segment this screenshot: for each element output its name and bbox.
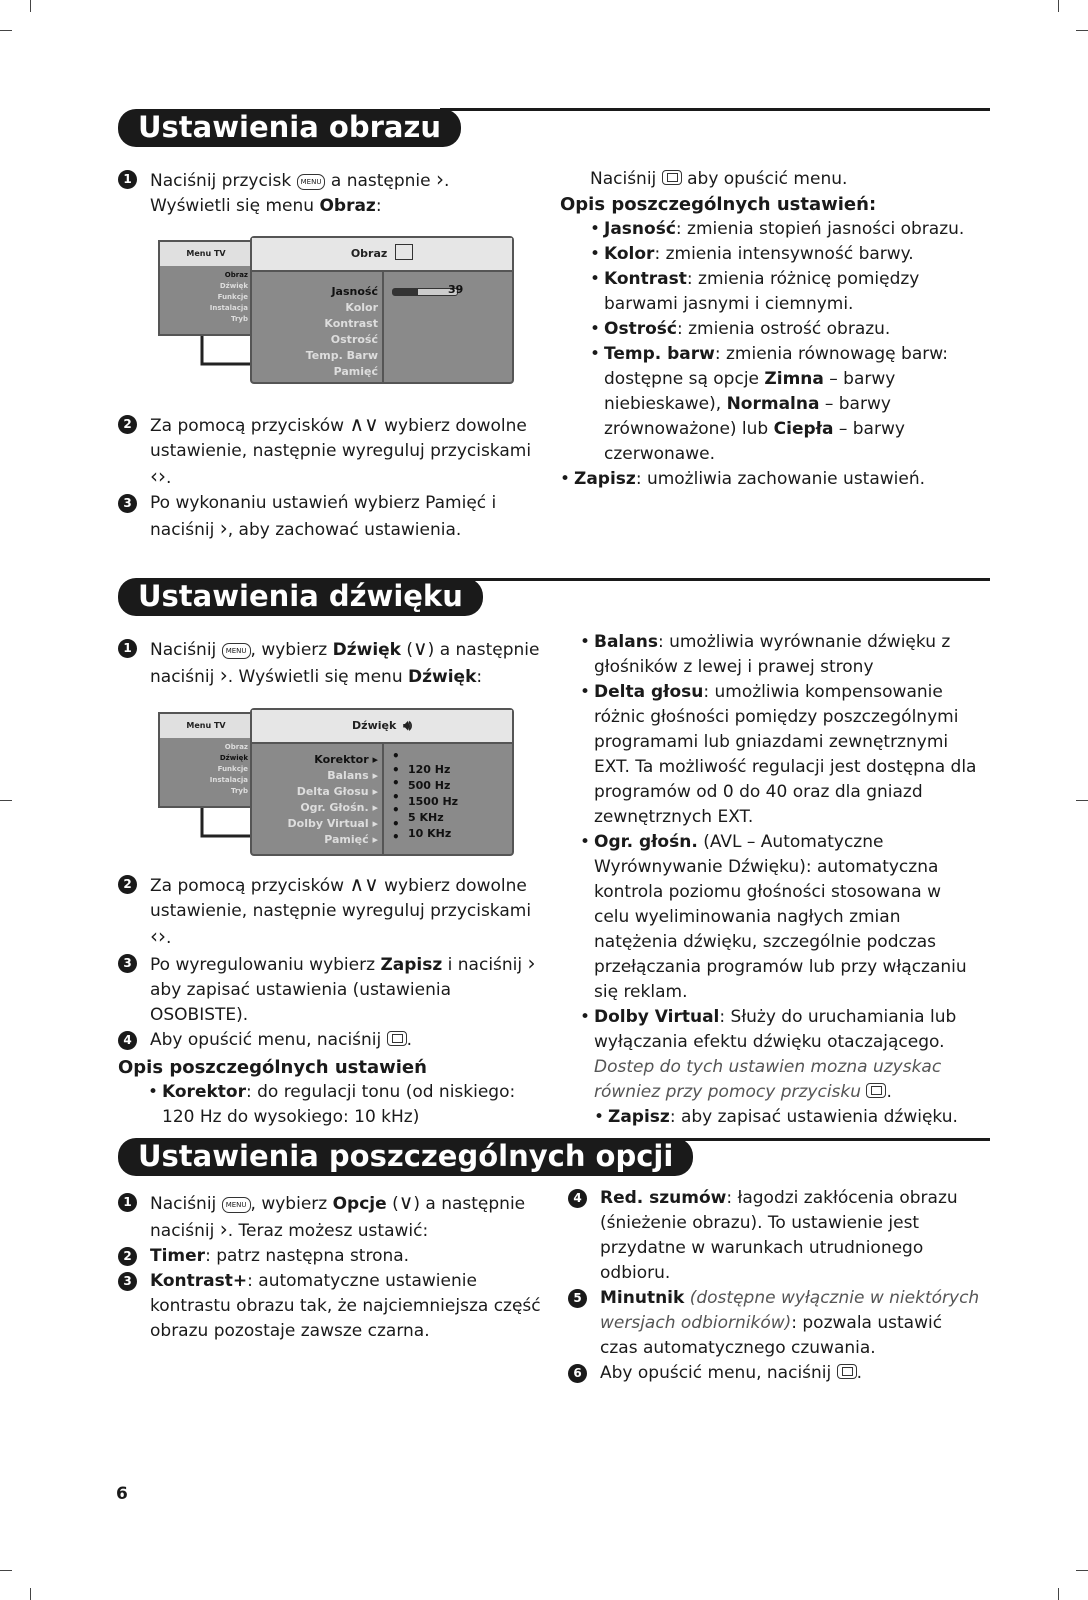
text: Balans bbox=[594, 632, 658, 652]
crop-mark bbox=[1058, 0, 1059, 12]
sound-items bbox=[252, 752, 378, 848]
text: : zmienia ostrość obrazu. bbox=[676, 319, 891, 339]
exit-key-icon bbox=[837, 1364, 857, 1379]
text: ) a następnie naciśnij bbox=[150, 640, 540, 687]
menu-item: Tryb bbox=[230, 315, 248, 323]
step-2: 2 Za pomocą przycisków ∧∨ wybierz dowolne ustawienie, następnie wyreguluj przyciskami ‹›. bbox=[118, 872, 548, 951]
menu-item: Kolor bbox=[345, 301, 378, 314]
step-number-4: 4 bbox=[118, 1031, 137, 1050]
text: Ciepła bbox=[773, 419, 834, 439]
left-right-arrows-icon: ‹› bbox=[150, 924, 166, 948]
menu-tv-items bbox=[160, 266, 252, 325]
list-item bbox=[590, 217, 980, 242]
text: ) a następnie naciśnij bbox=[150, 1194, 526, 1241]
menu-item: Jasność bbox=[331, 285, 378, 298]
list-item bbox=[590, 242, 980, 267]
text: , wybierz bbox=[250, 640, 328, 660]
step-number-2: 2 bbox=[118, 1247, 137, 1266]
text: Ogr. Głośn. bbox=[300, 801, 369, 814]
menu-item: Funkcje bbox=[217, 293, 248, 301]
step-1 bbox=[118, 1190, 558, 1244]
description-list bbox=[560, 217, 980, 467]
section-title: Ustawienia obrazu bbox=[118, 109, 461, 147]
text: Dolby Virtual bbox=[287, 817, 369, 830]
frequency-label: 10 KHz bbox=[408, 827, 452, 840]
section2-right bbox=[580, 630, 980, 1130]
section-title: Ustawienia poszczególnych opcji bbox=[118, 1138, 693, 1176]
menu-key-icon: MENU bbox=[222, 643, 251, 659]
text: : bbox=[476, 667, 483, 687]
step-number-3: 3 bbox=[118, 954, 137, 973]
list-item bbox=[580, 630, 980, 680]
step-number-1: 1 bbox=[118, 639, 137, 658]
list-item bbox=[580, 680, 980, 830]
text: : pozwala ustawić czas automatycznego czuwania. bbox=[600, 1313, 943, 1358]
step-4 bbox=[568, 1186, 980, 1286]
picture-panel-header bbox=[252, 238, 512, 272]
crop-mark bbox=[0, 30, 12, 31]
menu-item: Ostrość bbox=[330, 333, 378, 346]
crop-mark bbox=[0, 800, 12, 801]
sound-panel bbox=[250, 708, 514, 856]
menu-item: Instalacja bbox=[209, 304, 248, 312]
crop-mark bbox=[1076, 1570, 1088, 1571]
section2-left bbox=[118, 636, 548, 690]
menu-item: Instalacja bbox=[209, 776, 248, 784]
exit-line bbox=[560, 167, 980, 192]
picture-items bbox=[252, 284, 378, 380]
text: Timer bbox=[150, 1246, 206, 1266]
list-item bbox=[560, 467, 980, 492]
menu-item: Korektor ▸ bbox=[314, 753, 378, 766]
section3-left bbox=[118, 1190, 558, 1344]
text: Naciśnij bbox=[150, 1194, 217, 1214]
text: Po wyregulowaniu wybierz bbox=[150, 955, 376, 975]
step-3 bbox=[118, 951, 548, 1028]
page-number: 6 bbox=[116, 1484, 128, 1504]
step-6: 6 Aby opuścić menu, naciśnij . bbox=[568, 1361, 980, 1386]
equalizer-frequencies bbox=[408, 762, 458, 842]
text: Delta głosu bbox=[594, 682, 704, 702]
text: aby opuścić menu. bbox=[687, 169, 848, 189]
text: Minutnik bbox=[600, 1288, 685, 1308]
description-title: Opis poszczególnych ustawień bbox=[118, 1057, 427, 1078]
arrow-down-icon: ∨ bbox=[398, 1190, 414, 1214]
arrow-right-icon: › bbox=[527, 951, 536, 975]
arrow-down-icon: ∨ bbox=[413, 636, 428, 660]
text: i naciśnij bbox=[447, 955, 523, 975]
menu-tv-panel bbox=[158, 712, 254, 808]
step-number-3: 3 bbox=[118, 494, 137, 513]
menu-key-icon: MENU bbox=[297, 174, 326, 190]
text: Red. szumów bbox=[600, 1188, 727, 1208]
step-5 bbox=[568, 1286, 980, 1361]
panel-divider bbox=[382, 272, 384, 382]
menu-item: Temp. Barw bbox=[305, 349, 378, 362]
speaker-icon: 🔊︎ bbox=[403, 718, 412, 734]
section-rule bbox=[440, 108, 990, 111]
up-down-arrows-icon: ∧∨ bbox=[349, 872, 379, 896]
picture-icon bbox=[395, 244, 413, 260]
menu-item: Dźwięk bbox=[219, 754, 248, 762]
up-down-arrows-icon: ∧∨ bbox=[349, 412, 379, 436]
text: – barwy niebieskawe), bbox=[604, 369, 896, 414]
menu-item: Dźwięk bbox=[219, 282, 248, 290]
step-number-3: 3 bbox=[118, 1272, 137, 1291]
step-2 bbox=[118, 1244, 558, 1269]
text: . Wyświetli się menu bbox=[227, 667, 403, 687]
step-number-5: 5 bbox=[568, 1289, 587, 1308]
text: : automatyczne ustawienie kontrastu obrazu tak, że najciemniejsza część obrazu pozostaje zawsze czarna. bbox=[150, 1271, 541, 1341]
crop-mark bbox=[1058, 1588, 1059, 1600]
panel-divider bbox=[382, 744, 384, 854]
text: Jasność bbox=[604, 219, 676, 239]
section1-right bbox=[560, 167, 980, 492]
menu-item: Tryb bbox=[230, 787, 248, 795]
crop-mark bbox=[0, 1570, 12, 1571]
text: Balans bbox=[327, 769, 369, 782]
text: ( bbox=[406, 640, 414, 660]
text: : do regulacji tonu (od niskiego: 120 Hz do wysokiego: 10 kHz) bbox=[162, 1082, 516, 1127]
menu-item: Pamięć bbox=[333, 365, 378, 378]
step-number-6: 6 bbox=[568, 1364, 587, 1383]
text: Naciśnij bbox=[590, 169, 657, 189]
text: Naciśnij przycisk bbox=[150, 171, 292, 191]
menu-item: Funkcje bbox=[217, 765, 248, 773]
menu-item: Balans ▸ bbox=[327, 769, 378, 782]
slider-value: 39 bbox=[448, 283, 464, 296]
text: (AVL – Automatyczne Wyrównywanie Dźwięku): automatyczna kontrola poziomu głośności stosowana w celu wyeliminowania nagłych zmian natężenia dźwięku, szczególnie podczas przełączania programów lub przy włączaniu się reklam. bbox=[594, 832, 967, 1002]
menu-item: Obraz bbox=[224, 271, 248, 279]
step-4: 4 Aby opuścić menu, naciśnij . bbox=[118, 1028, 548, 1053]
text: Aby opuścić menu, naciśnij bbox=[600, 1363, 832, 1383]
text: Ogr. głośn. bbox=[594, 832, 698, 852]
text: . Teraz możesz ustawić: bbox=[227, 1221, 429, 1241]
list-item bbox=[148, 1080, 548, 1130]
panel-title: Dźwięk bbox=[352, 719, 397, 732]
text: , aby zachować ustawienia. bbox=[227, 520, 462, 540]
exit-key-icon bbox=[662, 170, 682, 185]
text: Kontrast+ bbox=[150, 1271, 248, 1291]
text: : zmienia różnicę pomiędzy barwami jasnymi i ciemnymi. bbox=[604, 269, 920, 314]
arrow-right-icon: › bbox=[219, 516, 228, 540]
frequency-label: 5 KHz bbox=[408, 811, 444, 824]
menu-tv-title: Menu TV bbox=[160, 714, 252, 738]
list-item bbox=[590, 267, 980, 317]
text: (dostępne wyłącznie w niektórych wersjach odbiorników) bbox=[600, 1288, 980, 1333]
section-rule bbox=[650, 1138, 990, 1141]
arrow-right-icon: › bbox=[219, 663, 228, 687]
step-2: 2 Za pomocą przycisków ∧∨ wybierz dowolne ustawienie, następnie wyreguluj przyciskami ‹›. bbox=[118, 412, 548, 491]
panel-title: Obraz bbox=[350, 247, 388, 260]
sound-panel-header bbox=[252, 710, 512, 744]
step-number-1: 1 bbox=[118, 1193, 137, 1212]
text: ( bbox=[392, 1194, 399, 1214]
text: , wybierz bbox=[250, 1194, 328, 1214]
menu-item: Pamięć ▸ bbox=[324, 833, 378, 846]
text: – barwy zrównoważone) lub bbox=[604, 394, 891, 439]
step-number-2: 2 bbox=[118, 415, 137, 434]
text: Ostrość bbox=[604, 319, 677, 339]
text: : aby zapisać ustawienia dźwięku. bbox=[669, 1107, 958, 1127]
step-3 bbox=[118, 491, 548, 543]
text: aby zapisać ustawienia (ustawienia OSOBISTE). bbox=[150, 980, 452, 1025]
step-number-4: 4 bbox=[568, 1189, 587, 1208]
text: Zapisz bbox=[380, 955, 443, 975]
section-title: Ustawienia dźwięku bbox=[118, 578, 483, 616]
frequency-label: 1500 Hz bbox=[408, 795, 459, 808]
exit-key-icon bbox=[387, 1031, 407, 1046]
surround-key-icon bbox=[866, 1083, 886, 1098]
text: Delta Głosu bbox=[296, 785, 369, 798]
picture-panel bbox=[250, 236, 514, 384]
text: Za pomocą przycisków bbox=[150, 876, 345, 896]
text: – barwy czerwonawe. bbox=[604, 419, 905, 464]
text: Pamięć bbox=[324, 833, 369, 846]
list-item bbox=[580, 830, 980, 1005]
text: Aby opuścić menu, naciśnij bbox=[150, 1030, 382, 1050]
text: : Służy do uruchamiania lub wyłączania efektu dźwięku otaczającego. bbox=[594, 1007, 957, 1052]
menu-tv-title: Menu TV bbox=[160, 242, 252, 266]
text: : patrz następna strona. bbox=[205, 1246, 410, 1266]
crop-mark bbox=[30, 0, 31, 12]
text: : umożliwia zachowanie ustawień. bbox=[635, 469, 926, 489]
text: Zapisz bbox=[608, 1107, 670, 1127]
menu-item: Kontrast bbox=[324, 317, 378, 330]
description-list bbox=[118, 1080, 548, 1130]
text: Dźwięk bbox=[408, 667, 477, 687]
text: Dolby Virtual bbox=[594, 1007, 720, 1027]
text: Naciśnij bbox=[150, 640, 217, 660]
step-1 bbox=[118, 636, 548, 690]
menu-tv-panel bbox=[158, 240, 254, 336]
text: wybierz dowolne ustawienie, następnie wyreguluj przyciskami bbox=[150, 876, 532, 921]
frequency-label: 500 Hz bbox=[408, 779, 451, 792]
crop-mark bbox=[1076, 800, 1088, 801]
text: : zmienia równowagę barw: dostępne są opcje bbox=[604, 344, 948, 389]
text: Zimna bbox=[764, 369, 824, 389]
text: : umożliwia kompensowanie różnic głośności pomiędzy poszczególnymi programami lub gniazdami zewnętrznymi EXT. Ta możliwość regulacji jest dostępna dla programów od 0 do 40 oraz dla gniazd zewnętrznych EXT. bbox=[594, 682, 977, 827]
text: wybierz dowolne ustawienie, następnie wyreguluj przyciskami bbox=[150, 416, 532, 461]
text: Kolor bbox=[604, 244, 655, 264]
section1-left-steps bbox=[118, 412, 548, 543]
list-item bbox=[590, 317, 980, 342]
text: Dostep do tych ustawien mozna uzyskac równiez przy pomocy przycisku bbox=[594, 1057, 942, 1102]
left-right-arrows-icon: ‹› bbox=[150, 464, 166, 488]
text: Wyświetli się menu bbox=[150, 196, 315, 216]
text: Zapisz bbox=[574, 469, 636, 489]
section1-left bbox=[118, 167, 548, 219]
list-item bbox=[590, 342, 980, 467]
step-3 bbox=[118, 1269, 558, 1344]
list-item bbox=[594, 1105, 980, 1130]
text: : umożliwia wyrównanie dźwięku z głośników z lewej i prawej strony bbox=[594, 632, 951, 677]
list-item: • Dolby Virtual: Służy do uruchamiania lub wyłączania efektu dźwięku otaczającego. Dostep do tych ustawien mozna uzyskac równiez przy pomocy przycisku . bbox=[580, 1005, 980, 1105]
menu-item: Ogr. Głośn. ▸ bbox=[300, 801, 378, 814]
section3-right bbox=[568, 1186, 980, 1386]
text: Dźwięk bbox=[332, 640, 401, 660]
menu-item: Dolby Virtual ▸ bbox=[287, 817, 378, 830]
text: Korektor bbox=[162, 1082, 246, 1102]
slider-fill bbox=[393, 289, 418, 295]
text: Opcje bbox=[332, 1194, 387, 1214]
crop-mark bbox=[1076, 30, 1088, 31]
text: Za pomocą przycisków bbox=[150, 416, 345, 436]
menu-item: Obraz bbox=[224, 743, 248, 751]
equalizer-dots: • • • • • • • bbox=[392, 749, 400, 844]
text: Po wykonaniu ustawień wybierz Pamięć i naciśnij bbox=[150, 493, 497, 540]
text: Temp. barw bbox=[604, 344, 715, 364]
text: : bbox=[375, 196, 382, 216]
crop-mark bbox=[30, 1588, 31, 1600]
description-title: Opis poszczególnych ustawień: bbox=[560, 194, 877, 215]
step-1: 1 Naciśnij przycisk MENU a następnie ›. Wyświetli się menu Obraz: bbox=[118, 167, 548, 219]
text: : zmienia intensywność barwy. bbox=[654, 244, 914, 264]
step-number-2: 2 bbox=[118, 875, 137, 894]
arrow-right-icon: › bbox=[436, 167, 445, 191]
section-rule bbox=[460, 578, 990, 581]
menu-key-icon: MENU bbox=[222, 1197, 251, 1213]
section2-left-steps bbox=[118, 872, 548, 1130]
text: Obraz bbox=[319, 196, 376, 216]
menu-tv-items bbox=[160, 738, 252, 797]
text: : zmienia stopień jasności obrazu. bbox=[675, 219, 965, 239]
text: Kontrast bbox=[604, 269, 687, 289]
text: a następnie bbox=[330, 171, 431, 191]
text: Normalna bbox=[726, 394, 820, 414]
arrow-right-icon: › bbox=[219, 1217, 228, 1241]
step-number-1: 1 bbox=[118, 170, 137, 189]
frequency-label: 120 Hz bbox=[408, 763, 451, 776]
text: Korektor bbox=[314, 753, 369, 766]
text: : łagodzi zakłócenia obrazu (śnieżenie obrazu). To ustawienie jest przydatne w warunkach utrudnionego odbioru. bbox=[600, 1188, 958, 1283]
menu-item: Delta Głosu ▸ bbox=[296, 785, 378, 798]
